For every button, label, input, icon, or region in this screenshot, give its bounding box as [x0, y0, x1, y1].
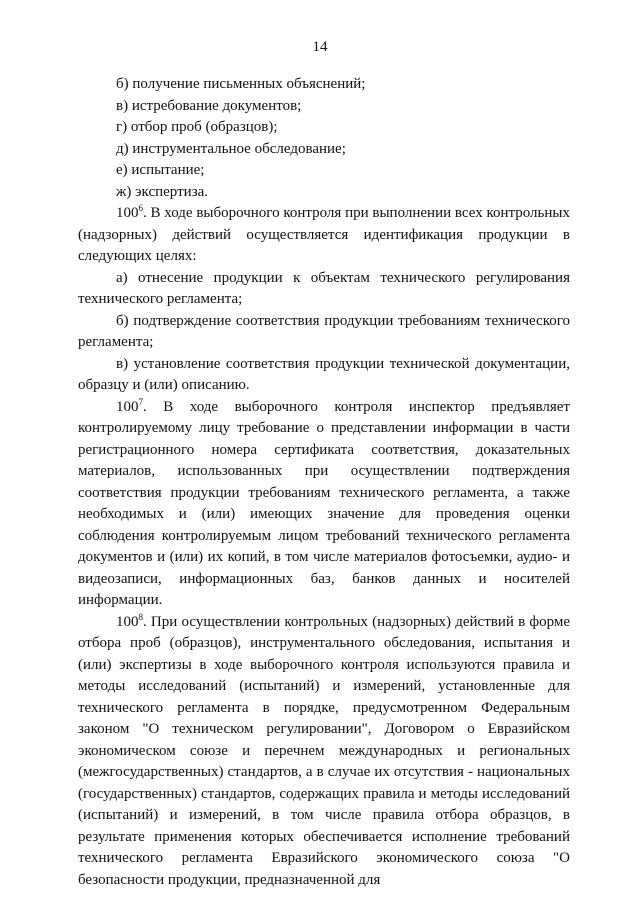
list-item-d: д) инструментальное обследование;	[116, 140, 346, 157]
list-item-b: б) получение письменных объяснений;	[116, 76, 366, 92]
sub-item-b: б) подтверждение соответствия продукции требованиям технического регламента;	[78, 312, 570, 350]
section-number-superscript: 7	[138, 396, 143, 407]
paragraph-100-7	[78, 397, 570, 612]
list-item-e: е) испытание;	[116, 162, 205, 178]
page-number: 14	[312, 39, 328, 55]
document-body	[78, 74, 570, 891]
paragraph-text: . В ходе выборочного контроля инспектор предъявляет контролируемому лицу требование о представлении информации в части регистрационного номера сертификата соответствия, доказательных материалов, использованных при осуществлении подтверждения соответствия продукции требованиям технического регламента, а также необходимых и (или) имеющих значение для проведения оценки соблюдения контролируемым лицом требований технического регламента документов и (или) их копий, в том числе материалов фотосъемки, аудио- и видеозаписи, информационных баз, банков данных и носителей информации.	[78, 398, 570, 608]
paragraph-text: . В ходе выборочного контроля при выполнении всех контрольных (надзорных) действий осуществляется идентификация продукции в следующих целях:	[78, 205, 570, 264]
section-number-superscript: 8	[138, 611, 143, 622]
section-number: 100	[116, 398, 139, 415]
list-item-zh: ж) экспертиза.	[116, 183, 209, 200]
section-number: 100	[116, 613, 139, 630]
paragraph-text: . При осуществлении контрольных (надзорных) действий в форме отбора проб (образцов), инструментального обследования, испытания и (или) экспертизы в ходе выборочного контроля используются правила и методы исследований (испытаний) и измерений, установленные для технического регламента в порядке, предусмотренном Федеральным законом "О техническом регулировании", Договором о Евразийском экономическом союзе и перечнем международных и региональных (межгосударственных) стандартов, а в случае их отсутствия - национальных (государственных) стандартов, содержащих правила и методы исследований (испытаний) и измерений, в том числе правила отбора образцов, в результате применения которых обеспечивается исполнение требований технического регламента Евразийского экономического союза "О безопасности продукции, предназначенной для	[78, 613, 570, 888]
sub-item-v: в) установление соответствия продукции технической документации, образцу и (или) описанию.	[78, 355, 570, 393]
paragraph-100-6	[78, 203, 570, 268]
sub-item-a: а) отнесение продукции к объектам технического регулирования технического регламента;	[78, 269, 570, 307]
paragraph-100-8	[78, 612, 570, 892]
list-item-g: г) отбор проб (образцов);	[116, 119, 278, 135]
list-item-v: в) истребование документов;	[116, 97, 302, 114]
section-number: 100	[116, 205, 139, 221]
section-number-superscript: 6	[138, 203, 143, 213]
